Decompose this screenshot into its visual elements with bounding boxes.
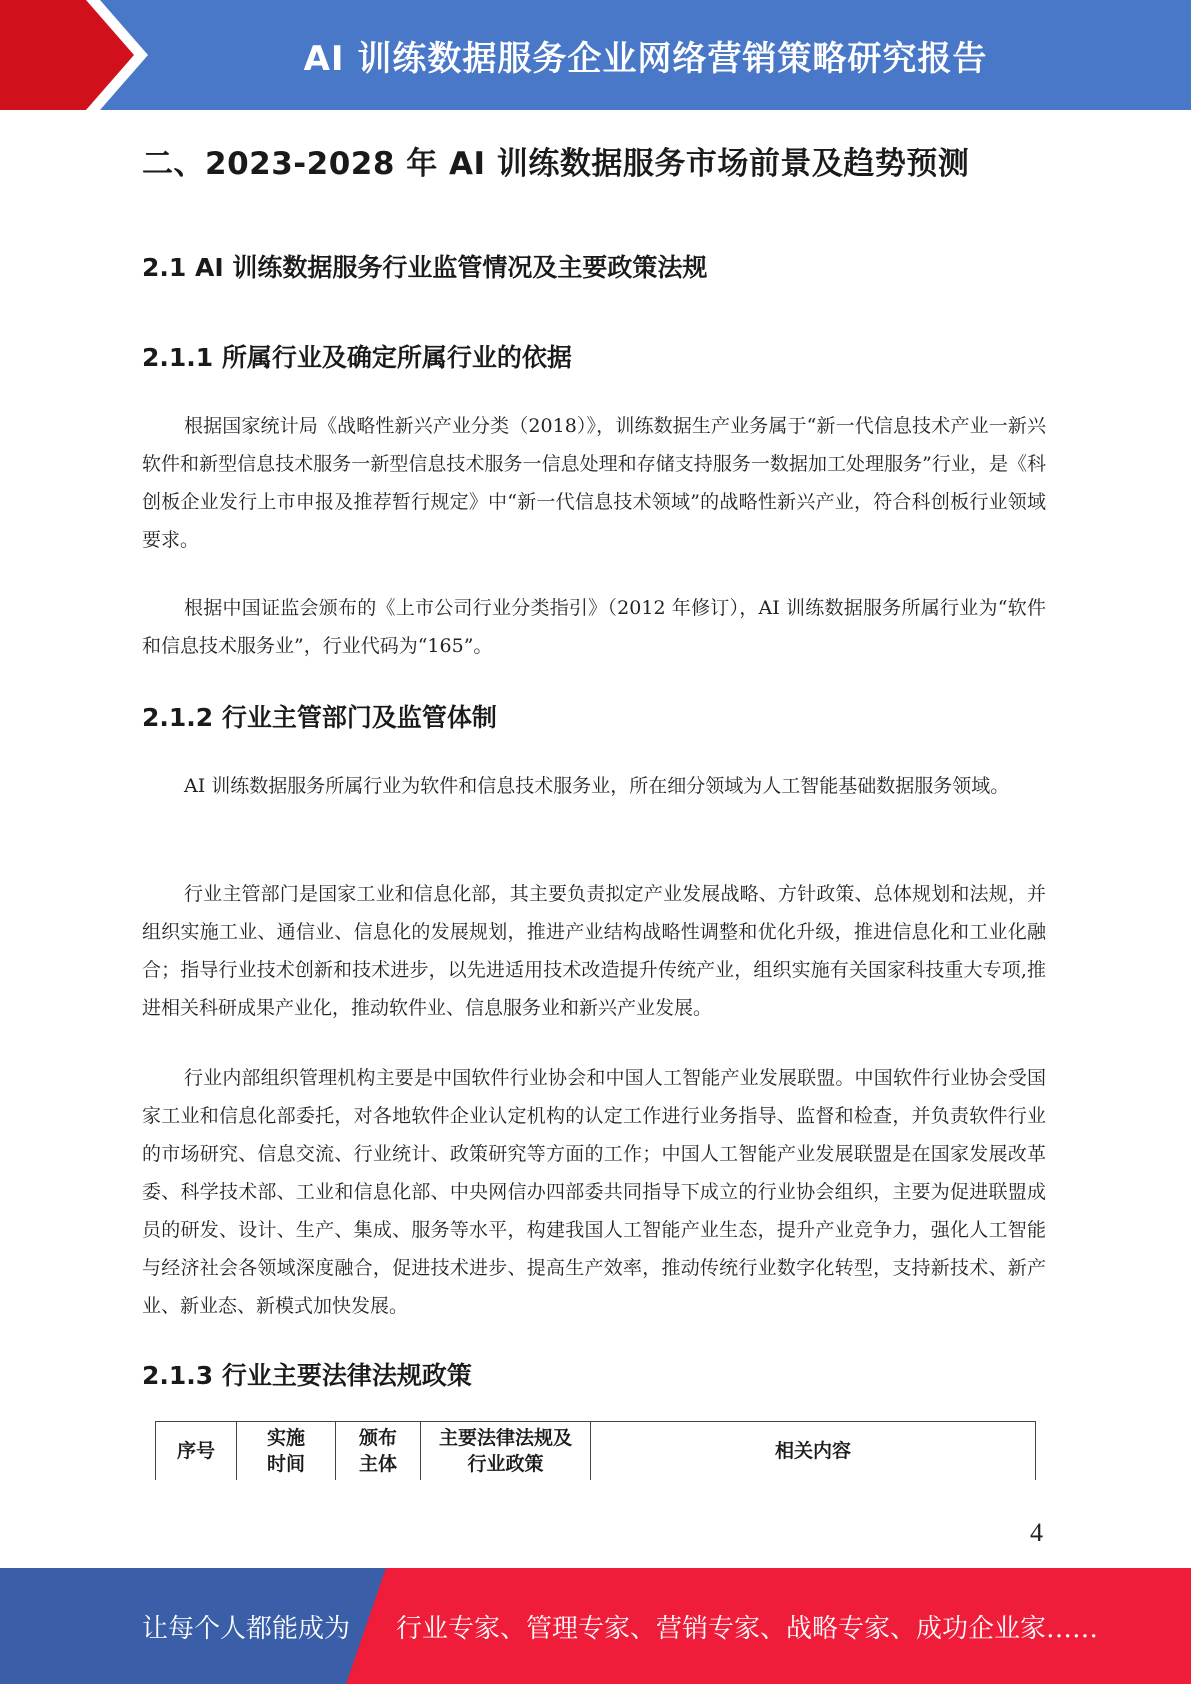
paragraph-regulator: 行业主管部门是国家工业和信息化部，其主要负责拟定产业发展战略、方针政策、总体规划和法规，并组织实施工业、通信业、信息化的发展规划，推进产业结构战略性调整和优化升级，推进信息化和工业化融合；指导行业技术创新和技术进步，以先进适用技术改造提升传统产业，组织实施有关国家科技重大专项,推进相关科研成果产业化，推动软件业、信息服务业和新兴产业发展。	[142, 883, 1046, 1019]
subsection-2-1-title: 2.1 AI 训练数据服务行业监管情况及主要政策法规	[142, 253, 708, 282]
col-header-effective-date: 实施 时间	[237, 1422, 336, 1481]
col-header-content: 相关内容	[591, 1422, 1036, 1481]
col-header-index: 序号	[156, 1422, 237, 1481]
subsection-2-1-3-title: 2.1.3 行业主要法律法规政策	[142, 1361, 472, 1390]
header-chevron-icon	[0, 0, 160, 110]
paragraph-industry-classification: 根据国家统计局《战略性新兴产业分类（2018）》，训练数据生产业务属于“新一代信息技术产业一新兴软件和新型信息技术服务一新型信息技术服务一信息处理和存储支持服务一数据加工处理服务”行业，是《科创板企业发行上市申报及推荐暂行规定》中“新一代信息技术领域”的战略性新兴产业，符合科创板行业领域要求。	[142, 415, 1046, 551]
col-header-regulation: 主要法律法规及 行业政策	[421, 1422, 591, 1481]
subsection-2-1-1-title: 2.1.1 所属行业及确定所属行业的依据	[142, 343, 572, 372]
policy-table	[155, 1421, 1036, 1480]
subsection-2-1-2-title: 2.1.2 行业主管部门及监管体制	[142, 703, 497, 732]
paragraph-csrc-classification: 根据中国证监会颁布的《上市公司行业分类指引》（2012 年修订），AI 训练数据服务所属行业为“软件和信息技术服务业”，行业代码为“165”。	[142, 597, 1046, 657]
page-header	[0, 0, 1191, 110]
table-header-row	[156, 1422, 1036, 1481]
section-title: 二、2023-2028 年 AI 训练数据服务市场前景及趋势预测	[142, 146, 970, 182]
page-footer	[0, 1568, 1191, 1684]
footer-slogan-right: 行业专家、管理专家、营销专家、战略专家、成功企业家……	[396, 1613, 1099, 1644]
footer-slogan-left: 让每个人都能成为	[142, 1613, 351, 1644]
report-title: AI 训练数据服务企业网络营销策略研究报告	[303, 38, 988, 79]
paragraph-associations: 行业内部组织管理机构主要是中国软件行业协会和中国人工智能产业发展联盟。中国软件行业协会受国家工业和信息化部委托，对各地软件企业认定机构的认定工作进行业务指导、监督和检查，并负责软件行业的市场研究、信息交流、行业统计、政策研究等方面的工作；中国人工智能产业发展联盟是在国家发展改革委、科学技术部、工业和信息化部、中央网信办四部委共同指导下成立的行业协会组织，主要为促进联盟成员的研发、设计、生产、集成、服务等水平，构建我国人工智能产业生态，提升产业竞争力，强化人工智能与经济社会各领域深度融合，促进技术进步、提高生产效率，推动传统行业数字化转型，支持新技术、新产业、新业态、新模式加快发展。	[142, 1067, 1046, 1317]
col-header-issuer: 颁布 主体	[336, 1422, 421, 1481]
page-number: 4	[1030, 1518, 1043, 1547]
paragraph-industry-scope: AI 训练数据服务所属行业为软件和信息技术服务业，所在细分领域为人工智能基础数据服务领域。	[184, 775, 1010, 797]
